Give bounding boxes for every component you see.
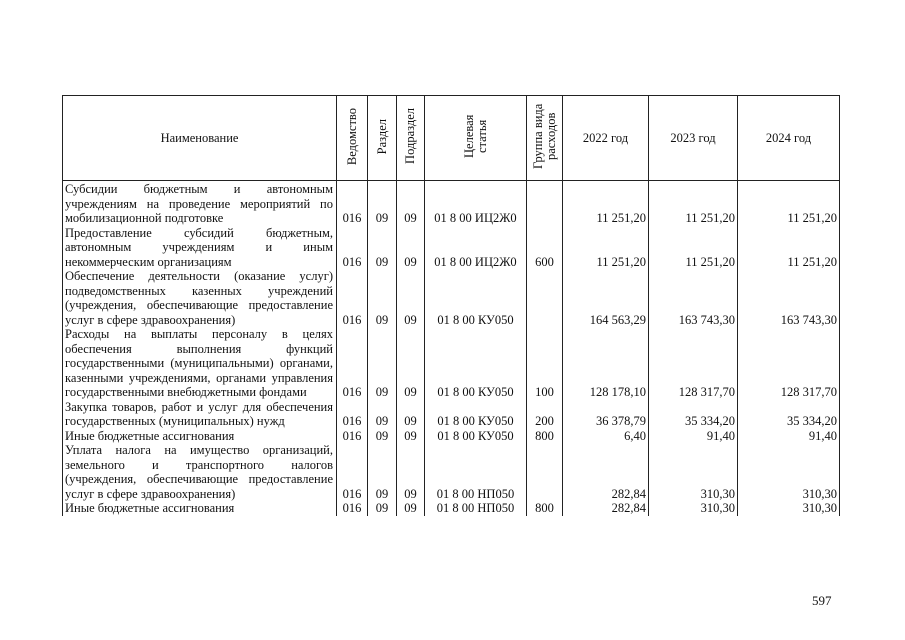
table-row [63,269,840,327]
row-2024: 11 251,20 [738,181,840,226]
row-razdel: 09 [368,181,397,226]
row-2023: 11 251,20 [649,226,738,270]
row-vedomstvo: 016 [337,269,368,327]
table-row [63,429,840,444]
header-name: Наименование [63,96,337,181]
row-2022: 282,84 [563,501,649,516]
row-celevaya: 01 8 00 НП050 [425,501,527,516]
row-2022: 282,84 [563,443,649,501]
row-name: Закупка товаров, работ и услуг для обеспечения государственных (муниципальных) нужд [63,400,337,429]
row-2023: 128 317,70 [649,327,738,400]
row-2023: 163 743,30 [649,269,738,327]
row-gruppa: 800 [527,501,563,516]
row-2023: 310,30 [649,501,738,516]
table-row [63,327,840,400]
row-name: Субсидии бюджетным и автономным учреждениям на проведение мероприятий по мобилизационной подготовке [63,181,337,226]
table-body [63,181,840,516]
table-row [63,400,840,429]
row-razdel: 09 [368,443,397,501]
row-podrazdel: 09 [397,501,425,516]
row-celevaya: 01 8 00 КУ050 [425,269,527,327]
row-vedomstvo: 016 [337,400,368,429]
header-razdel: Раздел [368,96,397,181]
row-celevaya: 01 8 00 НП050 [425,443,527,501]
row-2023: 91,40 [649,429,738,444]
row-gruppa: 200 [527,400,563,429]
row-name: Обеспечение деятельности (оказание услуг) подведомственных казенных учреждений (учреждения, обеспечивающие предоставление услуг в сфере здравоохранения) [63,269,337,327]
row-razdel: 09 [368,226,397,270]
header-2022: 2022 год [563,96,649,181]
row-vedomstvo: 016 [337,501,368,516]
row-razdel: 09 [368,501,397,516]
row-2024: 128 317,70 [738,327,840,400]
row-gruppa [527,443,563,501]
row-2022: 164 563,29 [563,269,649,327]
row-2022: 36 378,79 [563,400,649,429]
row-name: Предоставление субсидий бюджетным, автономным учреждениям и иным некоммерческим организациям [63,226,337,270]
row-name: Расходы на выплаты персоналу в целях обеспечения выполнения функций государственными (муниципальными) органами, казенными учреждениями, органами управления государственными внебюджетными фондами [63,327,337,400]
budget-table [62,95,840,516]
row-2023: 35 334,20 [649,400,738,429]
row-podrazdel: 09 [397,327,425,400]
row-2024: 11 251,20 [738,226,840,270]
page-number: 597 [812,593,832,608]
row-gruppa: 100 [527,327,563,400]
header-gruppa-vida-rashodov: Группа вида расходов [527,96,563,181]
header-celevaya-statya: Целевая статья [425,96,527,181]
row-podrazdel: 09 [397,226,425,270]
row-razdel: 09 [368,429,397,444]
row-razdel: 09 [368,400,397,429]
row-2022: 128 178,10 [563,327,649,400]
row-2024: 35 334,20 [738,400,840,429]
row-podrazdel: 09 [397,400,425,429]
row-vedomstvo: 016 [337,327,368,400]
row-name: Уплата налога на имущество организаций, земельного и транспортного налогов (учреждения, обеспечивающие предоставление услуг в сфере здравоохранения) [63,443,337,501]
table-row [63,226,840,270]
row-podrazdel: 09 [397,429,425,444]
row-2024: 310,30 [738,443,840,501]
row-celevaya: 01 8 00 ИЦ2Ж0 [425,226,527,270]
row-gruppa: 800 [527,429,563,444]
header-2023: 2023 год [649,96,738,181]
row-2022: 11 251,20 [563,181,649,226]
row-razdel: 09 [368,269,397,327]
row-2023: 310,30 [649,443,738,501]
row-podrazdel: 09 [397,181,425,226]
row-2024: 310,30 [738,501,840,516]
header-vedomstvo: Ведомство [337,96,368,181]
table-row [63,501,840,516]
row-gruppa [527,269,563,327]
header-2024: 2024 год [738,96,840,181]
row-name: Иные бюджетные ассигнования [63,429,337,444]
row-celevaya: 01 8 00 КУ050 [425,327,527,400]
row-gruppa: 600 [527,226,563,270]
row-2024: 91,40 [738,429,840,444]
row-2022: 6,40 [563,429,649,444]
row-vedomstvo: 016 [337,429,368,444]
row-2024: 163 743,30 [738,269,840,327]
table-row [63,181,840,226]
row-name: Иные бюджетные ассигнования [63,501,337,516]
row-razdel: 09 [368,327,397,400]
row-podrazdel: 09 [397,269,425,327]
row-celevaya: 01 8 00 ИЦ2Ж0 [425,181,527,226]
row-celevaya: 01 8 00 КУ050 [425,429,527,444]
row-vedomstvo: 016 [337,443,368,501]
row-vedomstvo: 016 [337,226,368,270]
row-2023: 11 251,20 [649,181,738,226]
table-header [63,96,840,181]
row-podrazdel: 09 [397,443,425,501]
row-celevaya: 01 8 00 КУ050 [425,400,527,429]
row-gruppa [527,181,563,226]
row-2022: 11 251,20 [563,226,649,270]
row-vedomstvo: 016 [337,181,368,226]
header-podrazdel: Подраздел [397,96,425,181]
table-row [63,443,840,501]
